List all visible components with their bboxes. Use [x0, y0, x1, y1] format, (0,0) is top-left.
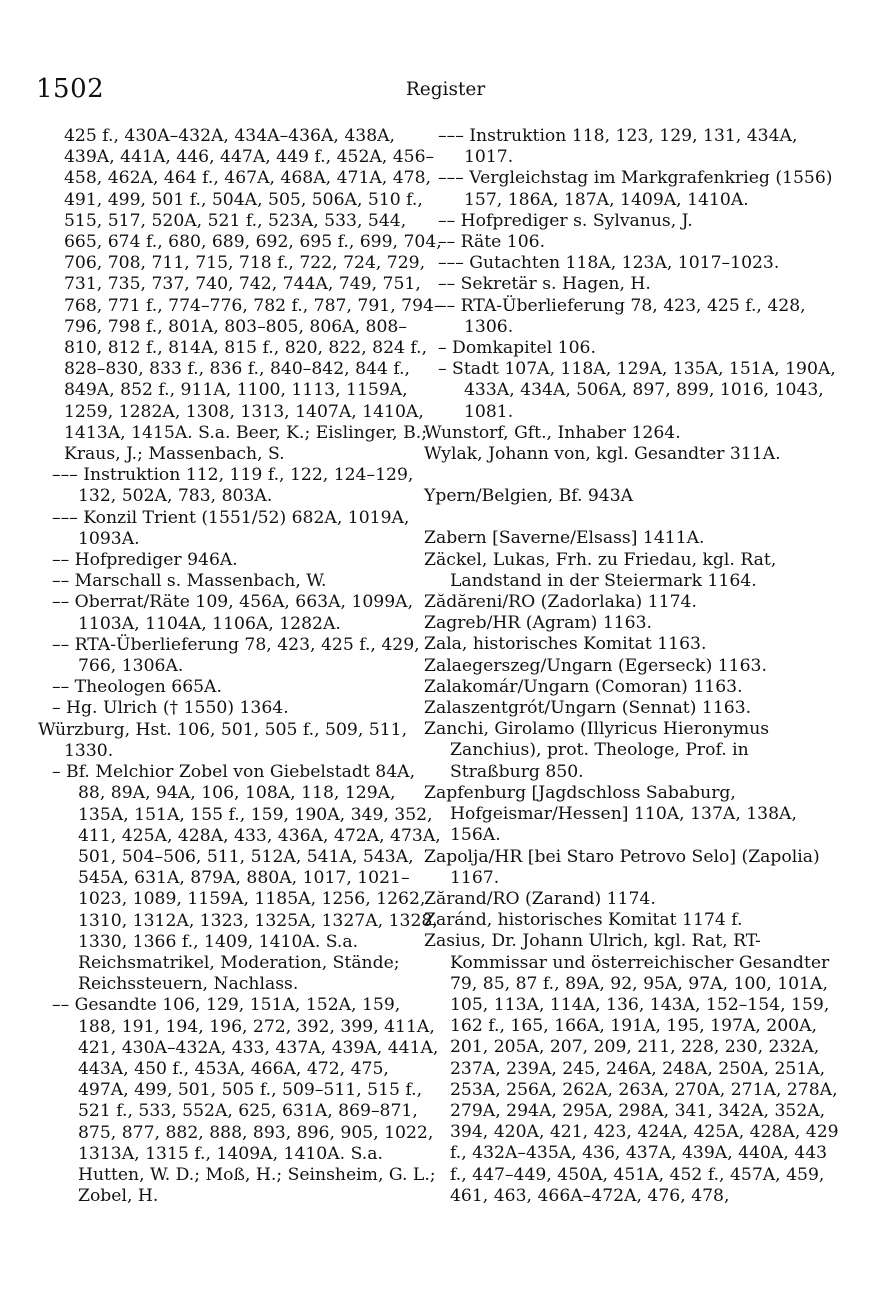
index-entry: Ypern/Belgien, Bf. 943A	[424, 486, 634, 507]
index-entry: –– Theologen 665A.	[52, 677, 222, 698]
index-column-right	[424, 126, 844, 1207]
index-entry: Zanchi, Girolamo (Illyricus Hieronymus Zanchius), prot. Theologe, Prof. in Straßburg 850.	[424, 719, 770, 782]
index-entry: Zădăreni/RO (Zadorlaka) 1174.	[424, 592, 697, 613]
index-entry: – Domkapitel 106.	[438, 338, 596, 359]
index-entry: Zapolja/HR [bei Staro Petrovo Selo] (Zapolia) 1167.	[424, 846, 820, 888]
index-entry: –– Räte 106.	[438, 232, 546, 253]
index-entry: – Bf. Melchior Zobel von Giebelstadt 84A, 88, 89A, 94A, 106, 108A, 118, 129A, 135A, 151A, 155 f., 159, 190A, 349, 352, 411, 425A, 428A, 433, 436A, 472A, 473A, 501, 504–506, 511, 512A, 541A, 543A, 545A, 631A, 879A, 880A, 1017, 1021–1023, 1089, 1159A, 1185A, 1256, 1262, 1310, 1312A, 1323, 1325A, 1327A, 1328, 1330, 1366 f., 1409, 1410A. S.a. Reichsmatrikel, Moderation, Stände; Reichssteuern, Nachlass.	[52, 762, 441, 995]
index-entry: ––– Instruktion 112, 119 f., 122, 124–129, 132, 502A, 783, 803A.	[52, 465, 414, 507]
index-entry: Zalakomár/Ungarn (Comoran) 1163.	[424, 676, 743, 697]
index-entry: –– Hofprediger 946A.	[52, 550, 238, 571]
index-entry: –– RTA-Überlieferung 78, 423, 425 f., 428, 1306.	[438, 295, 806, 337]
index-entry: Zapfenburg [Jagdschloss Sababurg, Hofgeismar/Hessen] 110A, 137A, 138A, 156A.	[424, 782, 797, 846]
running-head: Register	[405, 79, 486, 100]
index-entry: ––– Instruktion 118, 123, 129, 131, 434A, 1017.	[438, 126, 798, 168]
entry-gap	[424, 465, 844, 486]
index-entry: Zala, historisches Komitat 1163.	[424, 634, 707, 655]
index-entry: ––– Konzil Trient (1551/52) 682A, 1019A, 1093A.	[52, 507, 410, 549]
index-entry: –– RTA-Überlieferung 78, 423, 425 f., 429, 766, 1306A.	[52, 634, 420, 677]
index-entry: 425 f., 430A–432A, 434A–436A, 438A, 439A, 441A, 446, 447A, 449 f., 452A, 456–458, 462A, 464 f., 467A, 468A, 471A, 478, 491, 499, 501 f., 504A, 505, 506A, 510 f., 515, 517, 520A, 521 f., 523A, 533, 544, 665, 674 f., 680, 689, 692, 695 f., 699, 704, 706, 708, 711, 715, 718 f., 722, 724, 729, 731, 735, 737, 740, 742, 744A, 749, 751, 768, 771 f., 774–776, 782 f., 787, 791, 794–796, 798 f., 801A, 803–805, 806A, 808–810, 812 f., 814A, 815 f., 820, 822, 824 f., 828–830, 833 f., 836 f., 840–842, 844 f., 849A, 852 f., 911A, 1100, 1113, 1159A, 1259, 1282A, 1308, 1313, 1407A, 1410A, 1413A, 1415A. S.a. Beer, K.; Eislinger, B.; Kraus, J.; Massenbach, S.	[64, 126, 443, 465]
index-entry: ––– Vergleichstag im Markgrafenkrieg (1556) 157, 186A, 187A, 1409A, 1410A.	[438, 168, 833, 210]
index-entry: –– Oberrat/Räte 109, 456A, 663A, 1099A, 1103A, 1104A, 1106A, 1282A.	[52, 592, 414, 634]
index-entry: Zasius, Dr. Johann Ulrich, kgl. Rat, RT-Kommissar und österreichischer Gesandter 79, 85, 87 f., 89A, 92, 95A, 97A, 100, 101A, 105, 113A, 114A, 136, 143A, 152–154, 159, 162 f., 165, 166A, 191A, 195, 197A, 200A, 201, 205A, 207, 209, 211, 228, 230, 232A, 237A, 239A, 245, 246A, 248A, 250A, 251A, 253A, 256A, 262A, 263A, 270A, 271A, 278A, 279A, 294A, 295A, 298A, 341, 342A, 352A, 394, 420A, 421, 423, 424A, 425A, 428A, 429 f., 432A–435A, 436, 437A, 439A, 440A, 443 f., 447–449, 450A, 451A, 452 f., 457A, 459, 461, 463, 466A–472A, 476, 478,	[424, 931, 839, 1206]
index-entry: Zalaegerszeg/Ungarn (Egerseck) 1163.	[424, 655, 767, 676]
index-entry: –– Hofprediger s. Sylvanus, J.	[438, 210, 693, 231]
index-entry: Zäckel, Lukas, Frh. zu Friedau, kgl. Rat, Landstand in der Steiermark 1164.	[424, 549, 777, 591]
index-entry: Zărand/RO (Zarand) 1174.	[424, 888, 656, 909]
index-entry: Wylak, Johann von, kgl. Gesandter 311A.	[424, 444, 781, 465]
page-number: 1502	[36, 74, 105, 104]
entry-gap	[424, 507, 844, 528]
index-entry: Würzburg, Hst. 106, 501, 505 f., 509, 511, 1330.	[38, 719, 408, 761]
index-entry: – Hg. Ulrich († 1550) 1364.	[52, 698, 289, 719]
index-entry: Zabern [Saverne/Elsass] 1411A.	[424, 528, 705, 549]
index-entry: –– Gesandte 106, 129, 151A, 152A, 159, 188, 191, 194, 196, 272, 392, 399, 411A, 421, 430A–432A, 433, 437A, 439A, 441A, 443A, 450 f., 453A, 466A, 472, 475, 497A, 499, 501, 505 f., 509–511, 515 f., 521 f., 533, 552A, 625, 631A, 869–871, 875, 877, 882, 888, 893, 896, 905, 1022, 1313A, 1315 f., 1409A, 1410A. S.a. Hutten, W. D.; Moß, H.; Seinsheim, G. L.; Zobel, H.	[52, 995, 439, 1207]
index-entry: – Stadt 107A, 118A, 129A, 135A, 151A, 190A, 433A, 434A, 506A, 897, 899, 1016, 1043, 1081.	[438, 359, 836, 422]
index-entry: Zagreb/HR (Agram) 1163.	[424, 613, 653, 634]
index-entry: –– Marschall s. Massenbach, W.	[52, 571, 327, 592]
index-entry: Wunstorf, Gft., Inhaber 1264.	[424, 422, 681, 443]
index-column-left	[38, 126, 443, 1207]
index-entry: ––– Gutachten 118A, 123A, 1017–1023.	[438, 253, 780, 274]
index-entry: Zalaszentgrót/Ungarn (Sennat) 1163.	[424, 698, 752, 719]
index-entry: Zaránd, historisches Komitat 1174 f.	[424, 910, 743, 931]
index-entry: –– Sekretär s. Hagen, H.	[438, 274, 651, 295]
